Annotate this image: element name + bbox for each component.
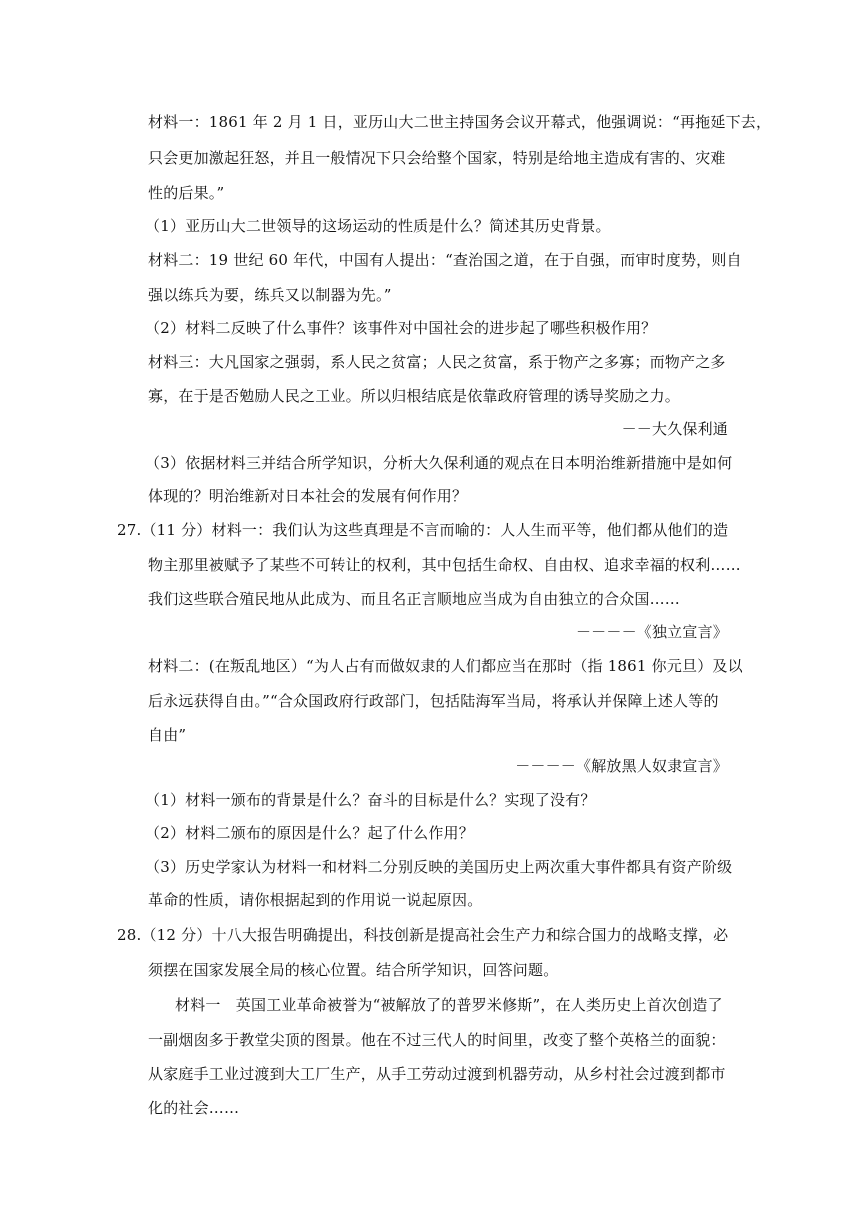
q28-material1-line2: 一副烟囱多于教堂尖顶的图景。他在不过三代人的时间里，改变了整个英格兰的面貌： (148, 1031, 726, 1049)
q26-material3-line2: 寡，在于是否勉励人民之工业。所以归根结底是依靠政府管理的诱导奖励之力。 (148, 387, 681, 405)
q26-material1-line3: 性的后果。” (148, 184, 225, 202)
q27-material2-line3: 自由” (148, 726, 187, 744)
q28-line2: 须摆在国家发展全局的核心位置。结合所学知识，回答问题。 (148, 961, 559, 979)
q27-line1: 27.（11 分）材料一：我们认为这些真理是不言而喻的：人人生而平等，他们都从他们的造 (117, 521, 729, 539)
q27-material2-line2: 后永远获得自由。”“合众国政府行政部门，包括陆海军当局，将承认并保障上述人等的 (148, 692, 719, 710)
q26-material1-line1: 材料一：1861 年 2 月 1 日，亚历山大二世主持国务会议开幕式，他强调说：“再拖延下去， (148, 113, 772, 131)
q26-question1: （1）亚历山大二世领导的这场运动的性质是什么？简述其历史背景。 (145, 217, 611, 235)
q28-material1-line3: 从家庭手工业过渡到大工厂生产，从手工劳动过渡到机器劳动，从乡村社会过渡到都市 (148, 1065, 726, 1083)
q28-material1-line4: 化的社会…… (148, 1099, 240, 1117)
q26-material2-line1: 材料二：19 世纪 60 年代，中国有人提出：“查治国之道，在于自强，而审时度势，则自 (148, 251, 742, 269)
q27-question2: （2）材料二颁布的原因是什么？起了什么作用？ (145, 824, 474, 842)
q26-question3-line2: 体现的？明治维新对日本社会的发展有何作用？ (148, 487, 468, 505)
q27-material2-line1: 材料二：(在叛乱地区）“为人占有而做奴隶的人们都应当在那时（指 1861 你元旦）及以 (148, 657, 743, 675)
q28-material1-line1: 材料一 英国工业革命被誉为“被解放了的普罗米修斯”，在人类历史上首次创造了 (175, 996, 723, 1014)
q27-line3: 我们这些联合殖民地从此成为、而且名正言顺地应当成为自由独立的合众国…… (148, 590, 681, 608)
q26-question3-line1: （3）依据材料三并结合所学知识，分析大久保利通的观点在日本明治维新措施中是如何 (145, 454, 733, 472)
q26-material3-line1: 材料三：大凡国家之强弱，系人民之贫富；人民之贫富，系于物产之多寡；而物产之多 (148, 353, 726, 371)
q27-question3-line2: 革命的性质，请你根据起到的作用说一说起原因。 (148, 891, 483, 909)
q26-material2-line2: 强以练兵为要，练兵又以制器为先。” (148, 286, 392, 304)
q26-question2: （2）材料二反映了什么事件？该事件对中国社会的进步起了哪些积极作用？ (145, 319, 657, 337)
q27-line2: 物主那里被赋予了某些不可转让的权利，其中包括生命权、自由权、追求幸福的权利…… (148, 556, 741, 574)
q27-question3-line1: （3）历史学家认为材料一和材料二分别反映的美国历史上两次重大事件都具有资产阶级 (145, 858, 733, 876)
q27-source1: －－－－《独立宣言》 (575, 623, 728, 641)
q28-line1: 28.（12 分）十八大报告明确提出，科技创新是提高社会生产力和综合国力的战略支撑，必 (117, 926, 729, 944)
q27-source2: －－－－《解放黑人奴隶宣言》 (515, 757, 728, 775)
q26-material1-line2: 只会更加激起狂怒，并且一般情况下只会给整个国家，特别是给地主造成有害的、灾难 (148, 149, 726, 167)
q27-question1: （1）材料一颁布的背景是什么？奋斗的目标是什么？实现了没有？ (145, 791, 596, 809)
q26-material3-source: －－大久保利通 (621, 420, 728, 438)
